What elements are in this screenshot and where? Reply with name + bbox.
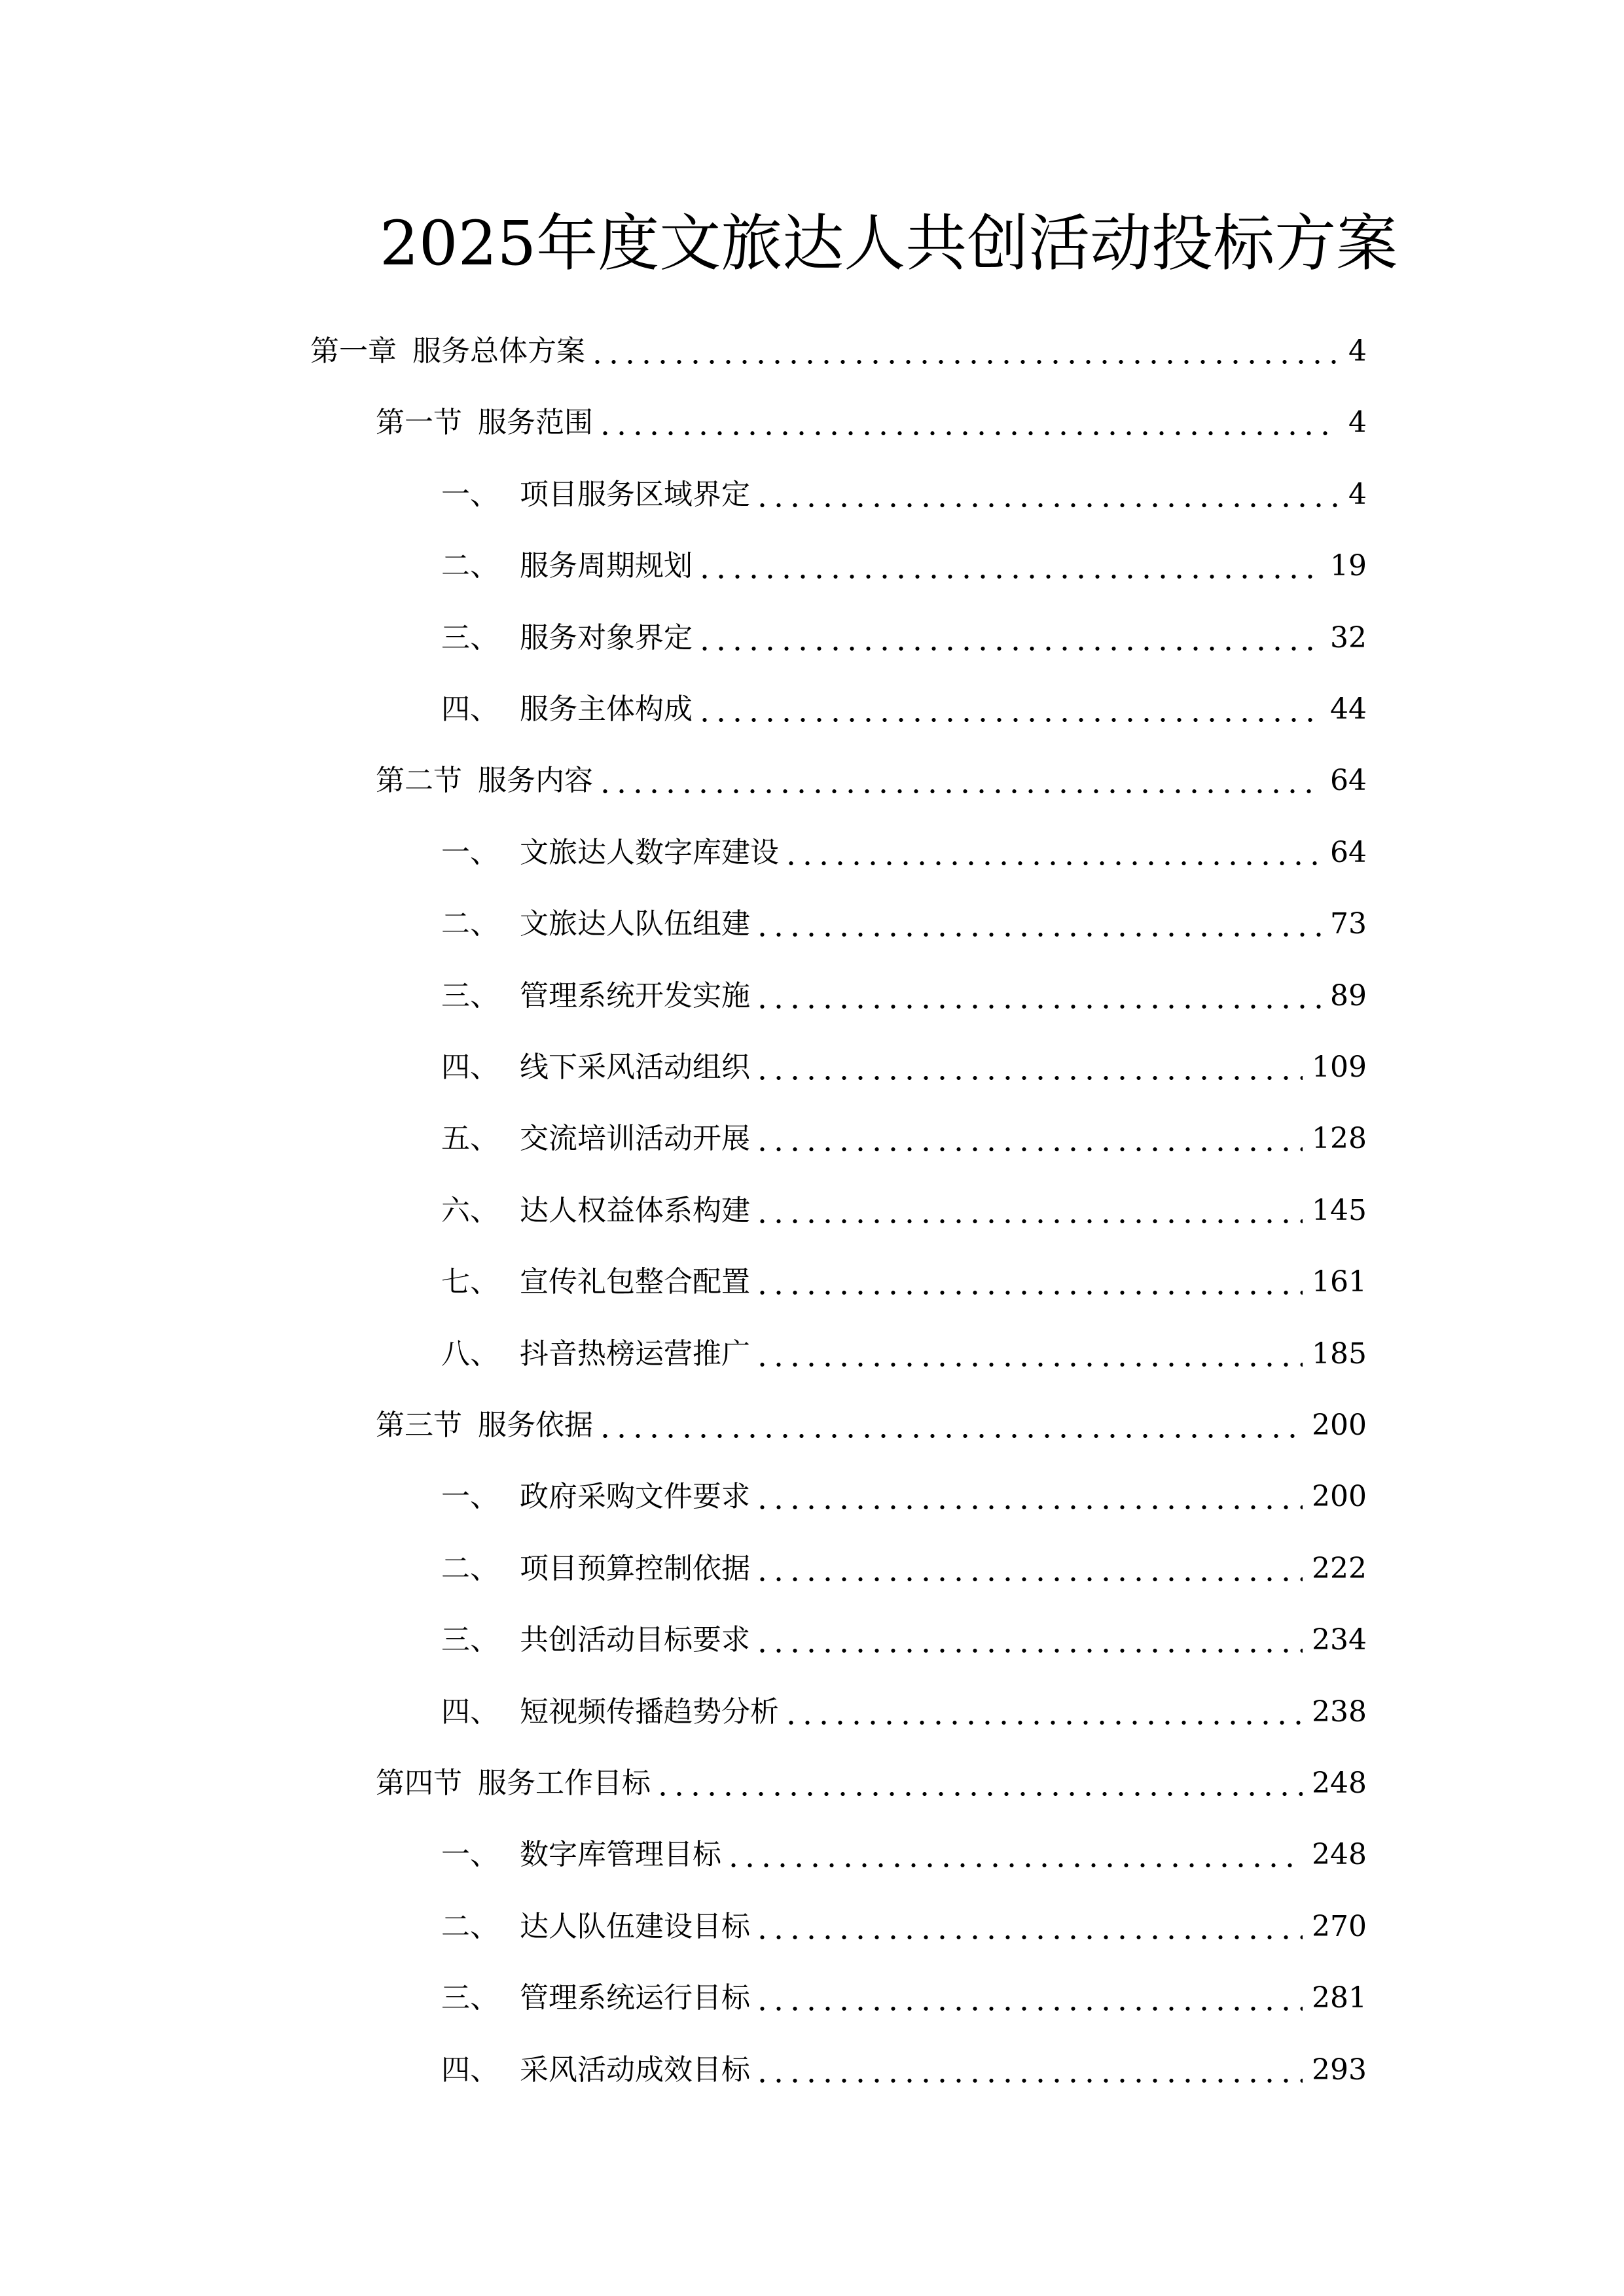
toc-entry-label: 达人队伍建设目标 [520, 1909, 750, 1943]
toc-entry-number: 三、 [441, 1981, 499, 2015]
toc-entry-number: 四、 [441, 692, 499, 726]
toc-entry-label: 采风活动成效目标 [520, 2053, 750, 2087]
dot-leader [783, 830, 1321, 876]
toc-entry-number: 六、 [441, 1193, 499, 1227]
toc-entry-label: 项目预算控制依据 [520, 1551, 750, 1585]
toc-entry-label: 项目服务区域界定 [520, 477, 750, 511]
dot-leader [589, 329, 1338, 374]
dot-leader [597, 400, 1338, 446]
dot-leader [754, 1331, 1303, 1377]
toc-entry-number: 二、 [441, 1551, 499, 1585]
toc-entry[interactable] [441, 1975, 1367, 2021]
toc-entry-number: 四、 [441, 1050, 499, 1084]
toc-entry-label: 抖音热榜运营推广 [520, 1336, 750, 1371]
dot-leader [696, 615, 1321, 661]
toc-entry-number: 一、 [441, 835, 499, 869]
toc-entry-label: 文旅达人队伍组建 [520, 907, 750, 941]
toc-entry-label: 数字库管理目标 [520, 1838, 721, 1872]
toc-entry-label: 共创活动目标要求 [520, 1623, 750, 1657]
dot-leader [754, 973, 1321, 1019]
toc-entry[interactable] [441, 1331, 1367, 1377]
document-title: 2025年度文旅达人共创活动投标方案 [380, 208, 1398, 279]
toc-entry[interactable] [376, 758, 1367, 804]
dot-leader [783, 1689, 1303, 1735]
toc-entry-page: 4 [1348, 406, 1367, 440]
toc-entry-page: 64 [1330, 835, 1367, 869]
dot-leader [696, 543, 1321, 589]
toc-entry-label: 达人权益体系构建 [520, 1193, 750, 1227]
toc-entry-page: 222 [1312, 1551, 1367, 1585]
toc-entry-page: 248 [1312, 1767, 1367, 1800]
toc-entry[interactable] [376, 1761, 1367, 1806]
toc-entry-page: 248 [1312, 1838, 1367, 1872]
toc-entry[interactable] [441, 830, 1367, 876]
toc-entry-number: 第一节 [376, 406, 462, 440]
toc-entry[interactable] [376, 1403, 1367, 1448]
toc-entry-page: 4 [1348, 334, 1367, 368]
toc-entry-page: 109 [1312, 1050, 1367, 1084]
toc-entry-label: 交流培训活动开展 [520, 1122, 750, 1156]
toc-entry[interactable] [376, 400, 1367, 446]
toc-entry-number: 二、 [441, 907, 499, 941]
toc-entry-page: 19 [1330, 549, 1367, 583]
toc-entry[interactable] [441, 687, 1367, 732]
toc-entry-label: 服务总体方案 [412, 334, 585, 368]
toc-entry-label: 服务主体构成 [520, 692, 693, 726]
dot-leader [725, 1832, 1303, 1878]
toc-entry-label: 管理系统运行目标 [520, 1981, 750, 2015]
toc-entry-label: 服务对象界定 [520, 620, 693, 655]
toc-entry-label: 服务依据 [478, 1408, 593, 1442]
dot-leader [754, 1617, 1303, 1663]
toc-entry-label: 政府采购文件要求 [520, 1480, 750, 1514]
toc-entry-number: 二、 [441, 1909, 499, 1943]
toc-entry-page: 64 [1330, 764, 1367, 798]
dot-leader [754, 1474, 1303, 1520]
toc-entry-page: 200 [1312, 1408, 1367, 1442]
toc-entry-number: 七、 [441, 1265, 499, 1299]
toc-entry[interactable] [441, 615, 1367, 661]
toc-entry-label: 服务范围 [478, 406, 593, 440]
toc-entry-page: 145 [1312, 1193, 1367, 1227]
toc-entry-number: 四、 [441, 2053, 499, 2087]
toc-entry[interactable] [441, 1259, 1367, 1305]
toc-entry[interactable] [441, 1474, 1367, 1520]
toc-entry-number: 二、 [441, 549, 499, 583]
toc-entry-number: 五、 [441, 1122, 499, 1156]
toc-entry-page: 185 [1312, 1336, 1367, 1371]
dot-leader [597, 1403, 1303, 1448]
toc-entry[interactable] [441, 1188, 1367, 1234]
toc-entry-page: 234 [1312, 1623, 1367, 1657]
dot-leader [754, 1546, 1303, 1592]
dot-leader [754, 901, 1321, 947]
toc-entry-label: 服务内容 [478, 764, 593, 798]
dot-leader [754, 1904, 1303, 1950]
toc-entry-page: 73 [1330, 907, 1367, 941]
toc-entry[interactable] [441, 1689, 1367, 1735]
toc-entry-page: 128 [1312, 1122, 1367, 1156]
dot-leader [597, 758, 1321, 804]
toc-entry[interactable] [441, 901, 1367, 947]
toc-entry-number: 一、 [441, 1480, 499, 1514]
toc-entry[interactable] [441, 973, 1367, 1019]
toc-entry-number: 三、 [441, 978, 499, 1013]
toc-entry-number: 三、 [441, 620, 499, 655]
toc-entry-page: 238 [1312, 1695, 1367, 1729]
dot-leader [754, 1975, 1303, 2021]
toc-entry[interactable] [441, 1617, 1367, 1663]
toc-entry[interactable] [441, 1832, 1367, 1878]
toc-entry[interactable] [441, 1045, 1367, 1090]
toc-entry-page: 32 [1330, 620, 1367, 655]
toc-entry-page: 281 [1312, 1981, 1367, 2015]
toc-entry-number: 第一章 [310, 334, 397, 368]
toc-entry-page: 293 [1312, 2053, 1367, 2087]
toc-entry-label: 服务周期规划 [520, 549, 693, 583]
toc-entry-page: 270 [1312, 1909, 1367, 1943]
toc-entry-number: 三、 [441, 1623, 499, 1657]
toc-entry[interactable] [441, 472, 1367, 518]
toc-entry-number: 八、 [441, 1336, 499, 1371]
toc-entry-number: 四、 [441, 1695, 499, 1729]
dot-leader [754, 2047, 1303, 2093]
toc-entry-page: 89 [1330, 978, 1367, 1013]
toc-entry[interactable] [441, 543, 1367, 589]
toc-entry-label: 短视频传播趋势分析 [520, 1695, 779, 1729]
toc-entry-number: 第二节 [376, 764, 462, 798]
toc-entry-page: 200 [1312, 1480, 1367, 1514]
toc-entry[interactable] [441, 1546, 1367, 1592]
dot-leader [696, 687, 1321, 732]
toc-entry-label: 文旅达人数字库建设 [520, 835, 779, 869]
toc-entry-label: 宣传礼包整合配置 [520, 1265, 750, 1299]
dot-leader [754, 1259, 1303, 1305]
toc-entry-number: 一、 [441, 477, 499, 511]
dot-leader [754, 1045, 1303, 1090]
toc-entry-page: 44 [1330, 692, 1367, 726]
toc-entry-number: 第三节 [376, 1408, 462, 1442]
toc-entry-number: 第四节 [376, 1767, 462, 1800]
toc-entry-page: 161 [1312, 1265, 1367, 1299]
toc-entry[interactable] [441, 2047, 1367, 2093]
toc-entry-page: 4 [1348, 477, 1367, 511]
toc-entry[interactable] [310, 329, 1367, 374]
dot-leader [754, 472, 1338, 518]
toc-entry-label: 线下采风活动组织 [520, 1050, 750, 1084]
toc-entry-number: 一、 [441, 1838, 499, 1872]
toc-entry[interactable] [441, 1904, 1367, 1950]
toc-entry-label: 服务工作目标 [478, 1767, 651, 1800]
toc-entry-label: 管理系统开发实施 [520, 978, 750, 1013]
dot-leader [754, 1188, 1303, 1234]
toc-entry[interactable] [441, 1116, 1367, 1162]
dot-leader [754, 1116, 1303, 1162]
dot-leader [655, 1761, 1303, 1806]
